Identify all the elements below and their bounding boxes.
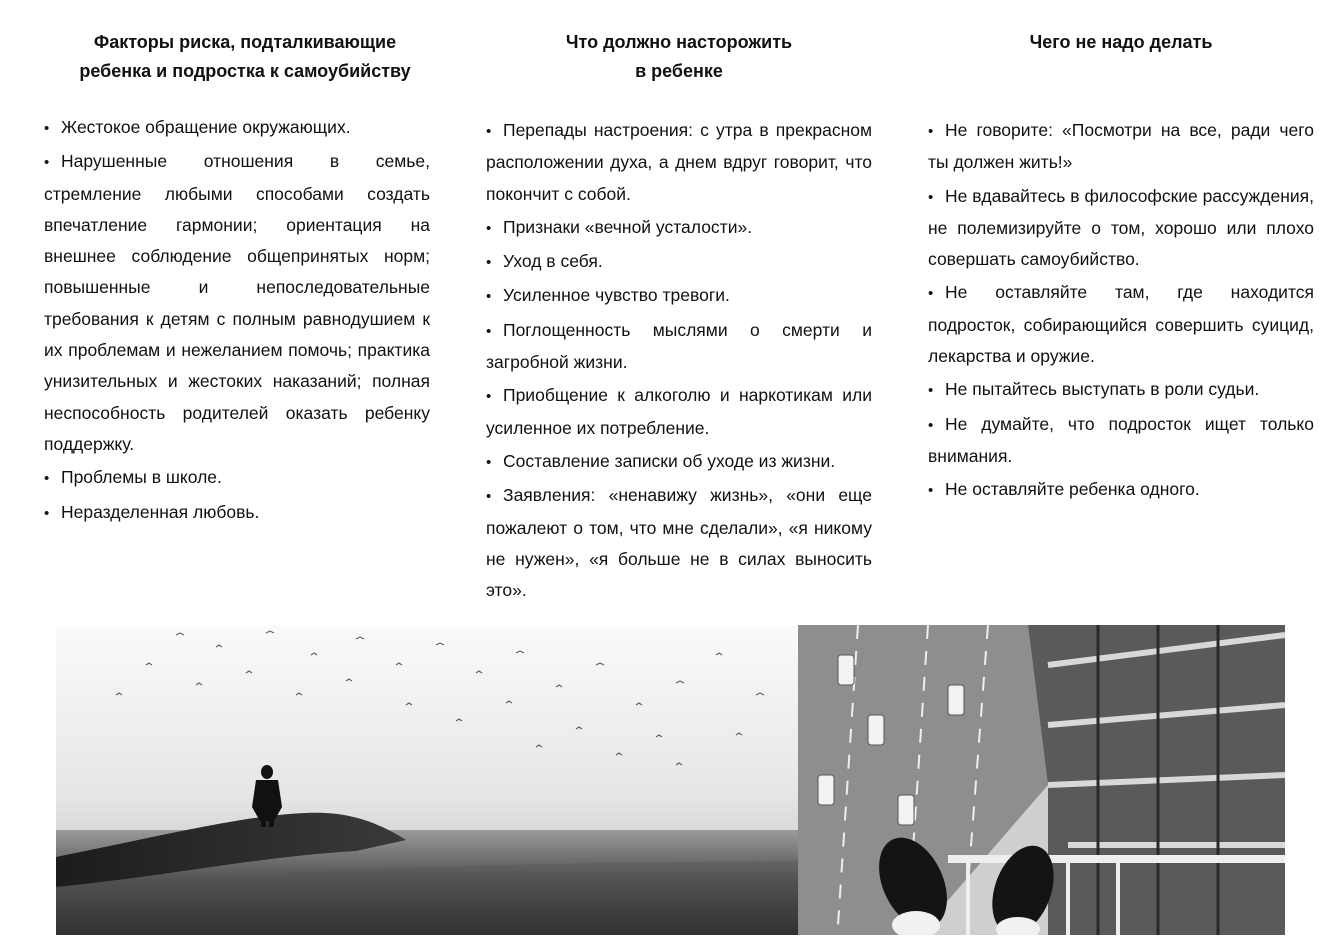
- photo-lonely-person-by-sea: [56, 625, 798, 935]
- bullet-icon: •: [44, 120, 50, 137]
- column-title: Факторы риска, подталкивающие ребенка и подростка к самоубийству: [79, 32, 411, 81]
- list-item: • Жестокое обращение окружающих.: [44, 112, 430, 144]
- list-item: • Перепады настроения: с утра в прекрасном расположении духа, а днем вдруг говорит, что покончит с собой.: [486, 115, 872, 210]
- bullet-icon: •: [928, 482, 934, 500]
- bullet-icon: •: [486, 453, 492, 471]
- list-item: • Неразделенная любовь.: [44, 497, 430, 529]
- bullet-icon: •: [44, 470, 50, 488]
- bullet-icon: •: [486, 219, 492, 237]
- list-item: • Не вдавайтесь в философские рассуждения, не полемизируйте о том, хорошо или плохо совершать самоубийство.: [928, 181, 1314, 276]
- column-title: Что должно насторожить в ребенке: [565, 32, 793, 81]
- bullet-icon: •: [486, 123, 492, 140]
- list-item: • Не оставляйте ребенка одного.: [928, 474, 1314, 506]
- bullet-icon: •: [928, 416, 934, 434]
- list-item: • Признаки «вечной усталости».: [486, 212, 872, 244]
- column-warning-signs: [486, 28, 872, 608]
- list-item: • Уход в себя.: [486, 246, 872, 278]
- bullet-icon: •: [486, 488, 492, 506]
- bullet-icon: •: [928, 188, 934, 206]
- list-item: • Нарушенные отношения в семье, стремление любыми способами создать впечатление гармонии; ориентация на внешнее соблюдение общепринятых норм; повышенные и непоследовательные требования к детям с полным равнодушием к их проблемам и нежеланием помочь; практика унизительных и жестоких наказаний; полная неспособность родителей оказать ребенку поддержку.: [44, 146, 430, 460]
- bullet-icon: •: [44, 504, 50, 522]
- warning-signs-list: [486, 115, 872, 606]
- bullet-icon: •: [928, 123, 934, 140]
- list-item: • Приобщение к алкоголю и наркотикам или усиленное их потребление.: [486, 380, 872, 444]
- bullet-icon: •: [44, 154, 50, 172]
- column-risk-factors: [44, 28, 430, 531]
- list-item: • Не думайте, что подросток ищет только внимания.: [928, 409, 1314, 473]
- list-item: • Не пытайтесь выступать в роли судьи.: [928, 374, 1314, 406]
- risk-factors-list: [44, 112, 430, 529]
- bullet-icon: •: [928, 382, 934, 400]
- bullet-icon: •: [486, 254, 492, 272]
- bullet-icon: •: [486, 322, 492, 340]
- bullet-icon: •: [928, 285, 934, 303]
- photo-looking-down-from-building: [798, 625, 1285, 935]
- column-what-not-to-do: [928, 28, 1314, 509]
- column-title: Чего не надо делать: [1029, 32, 1213, 52]
- what-not-to-do-list: [928, 115, 1314, 507]
- list-item: • Не оставляйте там, где находится подросток, собирающийся совершить суицид, лекарства и оружие.: [928, 277, 1314, 372]
- list-item: • Поглощенность мыслями о смерти и загробной жизни.: [486, 315, 872, 379]
- list-item: • Не говорите: «Посмотри на все, ради чего ты должен жить!»: [928, 115, 1314, 179]
- list-item: • Проблемы в школе.: [44, 462, 430, 494]
- bullet-icon: •: [486, 388, 492, 406]
- bullet-icon: •: [486, 288, 492, 306]
- list-item: • Усиленное чувство тревоги.: [486, 280, 872, 312]
- list-item: • Составление записки об уходе из жизни.: [486, 446, 872, 478]
- photo-strip: [56, 625, 1285, 935]
- list-item: • Заявления: «ненавижу жизнь», «они еще пожалеют о том, что мне сделали», «я никому не нужен», «я больше не в силах выносить это».: [486, 480, 872, 606]
